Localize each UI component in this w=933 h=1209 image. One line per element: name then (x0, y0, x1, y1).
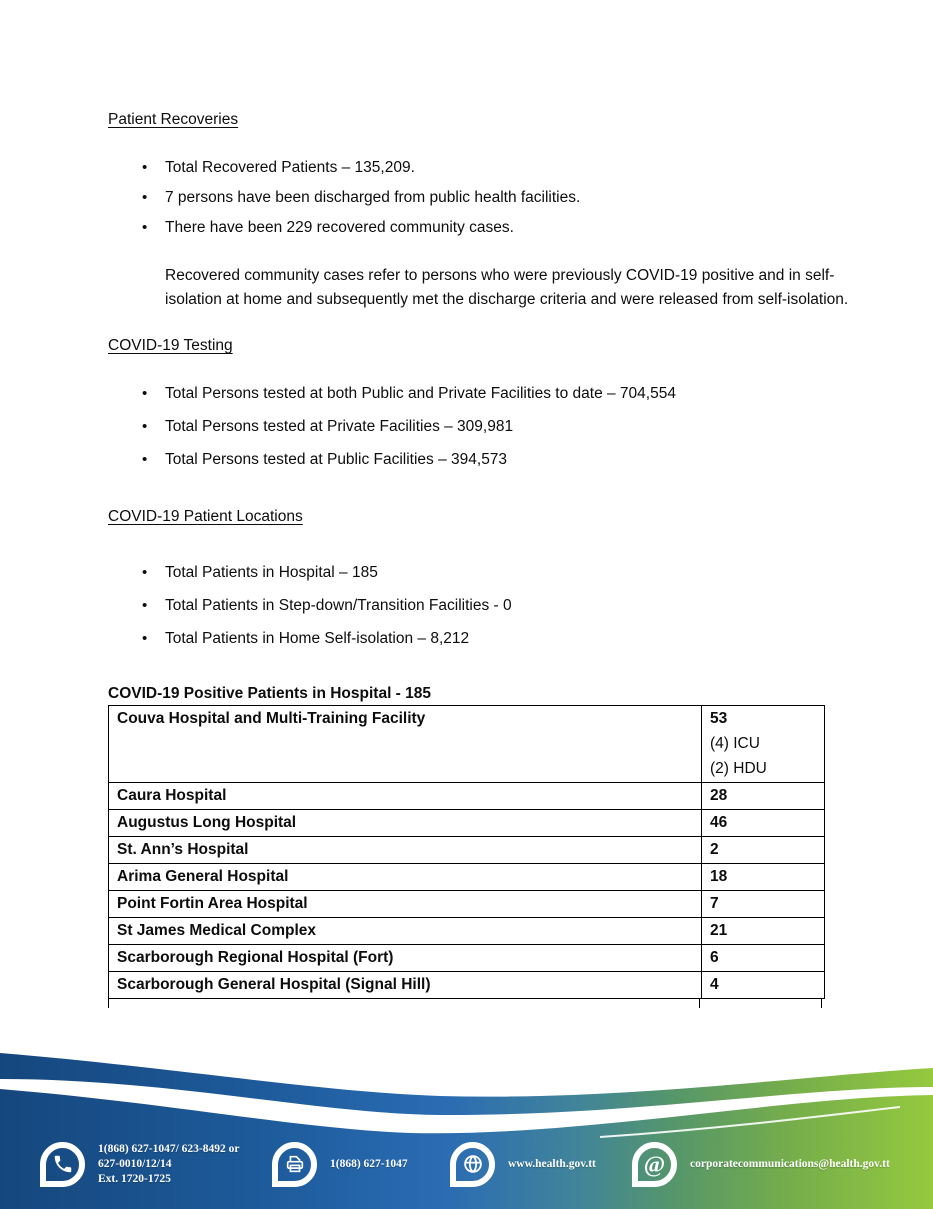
hospital-count: 6 (710, 949, 719, 966)
hospital-name-cell: Couva Hospital and Multi-Training Facility (109, 706, 702, 783)
hospital-name-cell: Scarborough Regional Hospital (Fort) (109, 945, 702, 972)
contact-text: 1(868) 627-1047/ 623-8492 or 627-0010/12/14 Ext. 1720-1725 (98, 1142, 240, 1185)
hospital-row (109, 945, 825, 972)
hospital-count: 28 (710, 787, 728, 804)
bullet-item: • Total Patients in Home Self-isolation – 8,212 (108, 630, 933, 648)
hospital-count-cell (702, 810, 825, 837)
bullet-item: • There have been 229 recovered community cases. (108, 219, 933, 237)
bullet-item: • Total Persons tested at Private Facilities – 309,981 (108, 418, 933, 436)
bullet-item: • Total Patients in Hospital – 185 (108, 564, 933, 582)
hospital-count-detail: (2) HDU (710, 760, 767, 777)
hospital-row (109, 783, 825, 810)
note-paragraph: Recovered community cases refer to persons who were previously COVID-19 positive and in self-isolation at home and subsequently met the discharge criteria and were released from self-isolation. (165, 267, 849, 308)
hospital-row (109, 864, 825, 891)
table-continuation-stub (108, 999, 822, 1008)
contact-email (632, 1138, 890, 1190)
hospital-name-cell: Arima General Hospital (109, 864, 702, 891)
section-heading-covid-testing: COVID-19 Testing (108, 337, 233, 354)
email-icon: @ (632, 1142, 677, 1187)
hospital-count: 18 (710, 868, 728, 885)
hospital-name-cell: Point Fortin Area Hospital (109, 891, 702, 918)
section-heading-patient-locations: COVID-19 Patient Locations (108, 508, 303, 525)
section-heading-patient-recoveries: Patient Recoveries (108, 111, 239, 128)
bullet-item: • Total Recovered Patients – 135,209. (108, 159, 933, 177)
bullet-item: • Total Persons tested at Public Facilities – 394,573 (108, 451, 933, 469)
hospital-row (109, 918, 825, 945)
footer-wave-banner (0, 1045, 933, 1209)
hospital-count: 4 (710, 976, 719, 993)
hospital-table-title: COVID-19 Positive Patients in Hospital - 185 (108, 685, 432, 702)
hospital-name-cell: St. Ann’s Hospital (109, 837, 702, 864)
hospital-count: 21 (710, 922, 728, 939)
bullet-item: • Total Persons tested at both Public and Private Facilities to date – 704,554 (108, 385, 933, 403)
hospital-count-cell (702, 891, 825, 918)
contact-text: corporatecommunications@health.gov.tt (690, 1157, 890, 1170)
hospital-row (109, 837, 825, 864)
hospital-count: 53 (710, 710, 728, 727)
hospital-count-cell (702, 972, 825, 999)
hospital-count-cell (702, 783, 825, 810)
contact-fax (272, 1138, 408, 1190)
globe-icon (450, 1142, 495, 1187)
hospital-count-cell (702, 864, 825, 891)
hospital-count-cell (702, 706, 825, 783)
hospital-table (108, 705, 825, 999)
phone-icon (40, 1142, 85, 1187)
hospital-count-cell (702, 837, 825, 864)
section-patient-recoveries (108, 110, 933, 312)
contact-phone (40, 1138, 240, 1190)
section-covid-testing (108, 336, 933, 469)
hospital-row (109, 810, 825, 837)
fax-icon (272, 1142, 317, 1187)
hospital-count-cell (702, 918, 825, 945)
hospital-name-cell: Augustus Long Hospital (109, 810, 702, 837)
contact-text: 1(868) 627-1047 (330, 1157, 408, 1170)
hospital-name-cell: St James Medical Complex (109, 918, 702, 945)
bullet-item: • Total Patients in Step-down/Transition Facilities - 0 (108, 597, 933, 615)
hospital-count: 2 (710, 841, 719, 858)
hospital-count-detail: (4) ICU (710, 735, 760, 752)
hospital-count: 7 (710, 895, 719, 912)
hospital-row (109, 972, 825, 999)
hospital-count: 46 (710, 814, 728, 831)
contact-website (450, 1138, 596, 1190)
hospital-name-cell: Caura Hospital (109, 783, 702, 810)
hospital-row (109, 706, 825, 783)
bullet-item: • 7 persons have been discharged from public health facilities. (108, 189, 933, 207)
section-patient-locations (108, 507, 933, 648)
hospital-name-cell: Scarborough General Hospital (Signal Hill) (109, 972, 702, 999)
hospital-count-cell (702, 945, 825, 972)
contact-text: www.health.gov.tt (508, 1157, 596, 1170)
hospital-row (109, 891, 825, 918)
bullet-list-recoveries (108, 159, 933, 237)
bullet-list-locations (108, 564, 933, 648)
bullet-list-testing (108, 385, 933, 469)
